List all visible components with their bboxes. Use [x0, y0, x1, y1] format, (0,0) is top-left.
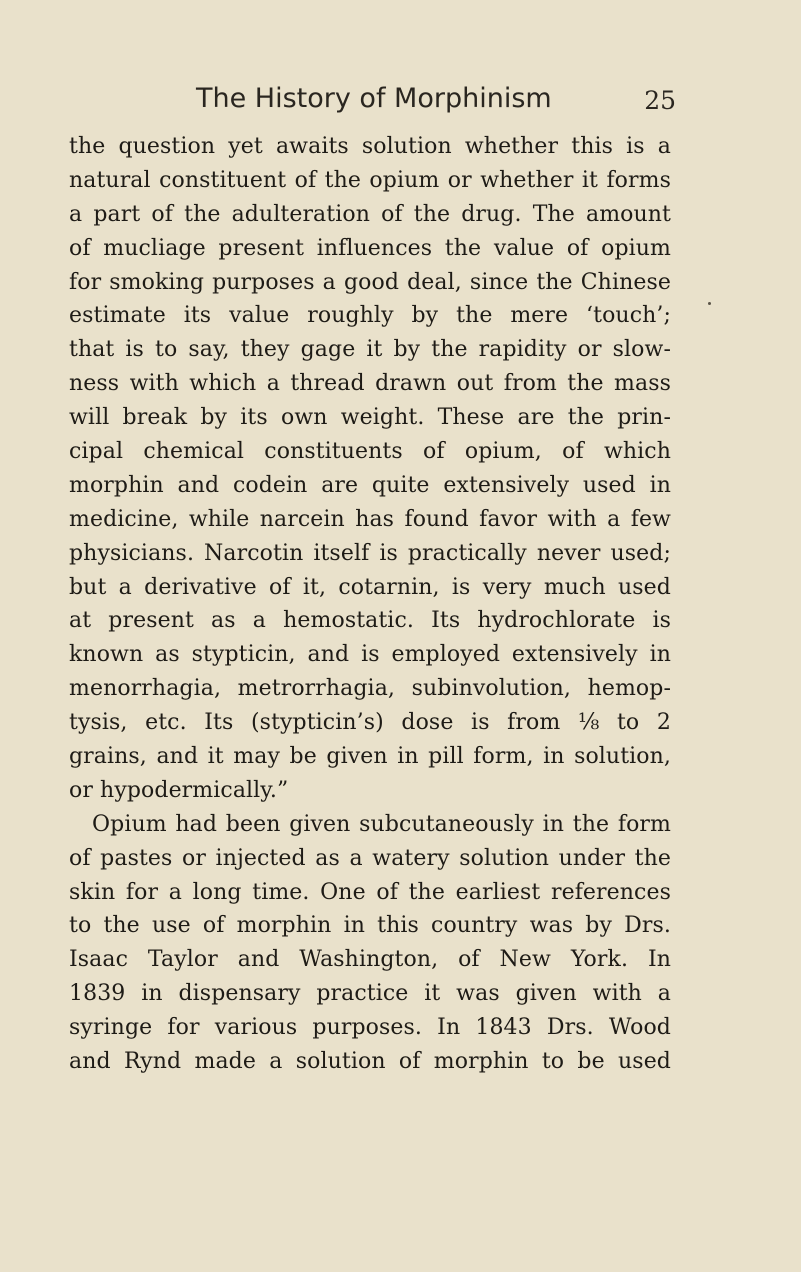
- text-line: a part of the adulteration of the drug. The amount: [69, 201, 671, 227]
- text-line: the question yet awaits solution whether this is a: [69, 134, 671, 159]
- text-line: natural constituent of the opium or whether it forms: [69, 167, 671, 193]
- text-line: estimate its value roughly by the mere ‘touch’;: [69, 303, 671, 329]
- text-line: skin for a long time. One of the earliest references: [69, 879, 671, 905]
- text-line: for smoking purposes a good deal, since the Chinese: [69, 269, 671, 295]
- page-header: [196, 81, 686, 121]
- body-text: [69, 130, 671, 1079]
- text-line: known as stypticin, and is employed extensively in: [69, 642, 671, 668]
- text-line: Opium had been given subcutaneously in the form: [92, 811, 671, 837]
- text-line: grains, and it may be given in pill form, in solution,: [69, 744, 671, 770]
- text-line: of pastes or injected as a watery solution under the: [69, 845, 671, 871]
- text-line: and Rynd made a solution of morphin to be used: [69, 1049, 671, 1075]
- text-line: medicine, while narcein has found favor with a few: [69, 506, 671, 532]
- text-line: but a derivative of it, cotarnin, is very much used: [69, 574, 671, 600]
- text-line: syringe for various purposes. In 1843 Drs. Wood: [69, 1015, 671, 1041]
- text-line: or hypodermically.”: [69, 777, 289, 803]
- text-line: of mucliage present influences the value of opium: [69, 235, 671, 261]
- text-line: menorrhagia, metrorrhagia, subinvolution, hemop-: [69, 676, 671, 702]
- text-line: Isaac Taylor and Washington, of New York. In: [69, 947, 671, 973]
- text-line: morphin and codein are quite extensively used in: [69, 472, 671, 498]
- text-line: to the use of morphin in this country was by Drs.: [69, 913, 671, 939]
- running-title: The History of Morphinism: [196, 83, 552, 114]
- page-number: 25: [644, 86, 676, 115]
- text-line: will break by its own weight. These are the prin-: [69, 405, 671, 431]
- text-line: ness with which a thread drawn out from the mass: [69, 371, 671, 397]
- text-line: that is to say, they gage it by the rapidity or slow-: [69, 337, 671, 363]
- text-line: tysis, etc. Its (stypticin’s) dose is from ⅛ to 2: [69, 710, 671, 736]
- text-line: cipal chemical constituents of opium, of which: [69, 439, 671, 465]
- text-line: 1839 in dispensary practice it was given with a: [69, 981, 671, 1007]
- ink-speck: [708, 302, 711, 305]
- text-line: physicians. Narcotin itself is practically never used;: [69, 540, 671, 566]
- text-line: at present as a hemostatic. Its hydrochlorate is: [69, 608, 671, 634]
